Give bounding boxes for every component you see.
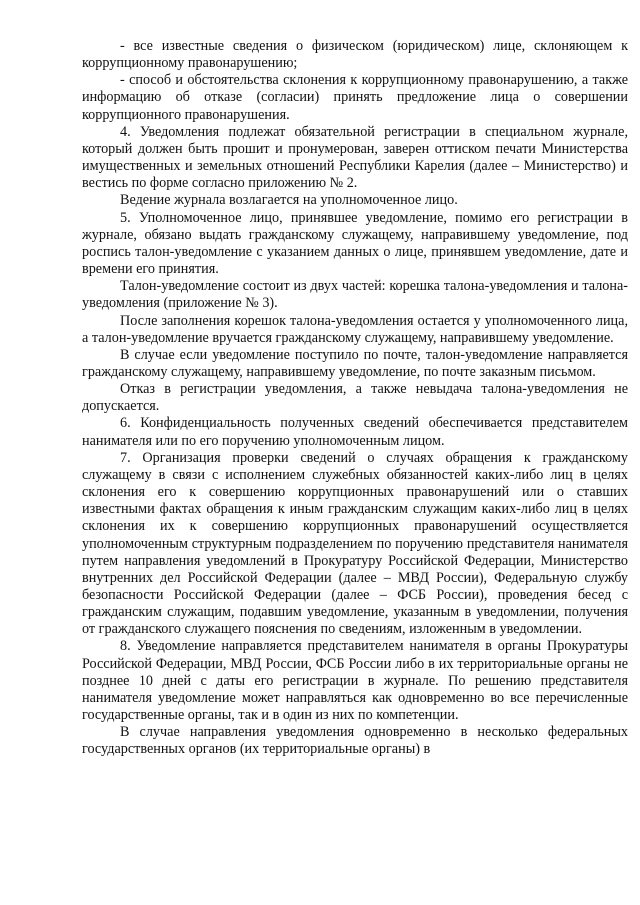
paragraph-item-5: 5. Уполномоченное лицо, принявшее уведомление, помимо его регистрации в журнале, обязано выдать гражданскому служащему, направившему уведомление, под роспись талон-уведомление с указанием данных о лице, принявшем уведомление, дате и времени его принятия. (82, 209, 628, 278)
document-page (82, 38, 628, 759)
paragraph-by-mail: В случае если уведомление поступило по почте, талон-уведомление направляется гражданскому служащему, направившему уведомление, по почте заказным письмом. (82, 346, 628, 380)
paragraph-item-6: 6. Конфиденциальность полученных сведений обеспечивается представителем нанимателя или по его поручению уполномоченным лицом. (82, 415, 628, 449)
paragraph-after-filling: После заполнения корешок талона-уведомления остается у уполномоченного лица, а талон-уведомление вручается гражданскому служащему, направившему уведомление. (82, 312, 628, 346)
paragraph-item-4: 4. Уведомления подлежат обязательной регистрации в специальном журнале, который должен быть прошит и пронумерован, заверен оттиском печати Министерства имущественных и земельных отношений Республики Карелия (далее – Министерство) и вестись по форме согласно приложению № 2. (82, 123, 628, 192)
paragraph-item-8: 8. Уведомление направляется представителем нанимателя в органы Прокуратуры Российской Федерации, МВД России, ФСБ России либо в их территориальные органы не позднее 10 дней с даты его регистрации в журнале. По решению представителя нанимателя уведомление может направляться как одновременно во все перечисленные государственные органы, так и в один из них по компетенции. (82, 638, 628, 724)
paragraph-multiple-bodies: В случае направления уведомления одновременно в несколько федеральных государственных органов (их территориальные органы) в (82, 724, 628, 758)
paragraph-journal-keeping: Ведение журнала возлагается на уполномоченное лицо. (120, 192, 458, 209)
paragraph-known-info: - все известные сведения о физическом (юридическом) лице, склоняющем к коррупционному правонарушению; (82, 38, 628, 72)
paragraph-item-7: 7. Организация проверки сведений о случаях обращения к гражданскому служащему в связи с исполнением служебных обязанностей каких-либо лиц в целях склонения его к совершению коррупционных правонарушений или о ставших известными фактах обращения к иным гражданским служащим каких-либо лиц в целях склонения их к совершению коррупционных правонарушений осуществляется уполномоченным структурным подразделением по поручению представителя нанимателя путем направления уведомлений в Прокуратуру Российской Федерации, Министерство внутренних дел Российской Федерации (далее – МВД России), Федеральную службу безопасности Российской Федерации (далее – ФСБ России), проведения бесед с гражданским служащим, подавшим уведомление, указанным в уведомлении, получения от гражданского служащего пояснения по сведениям, изложенным в уведомлении. (82, 449, 628, 638)
paragraph-talon-parts: Талон-уведомление состоит из двух частей: корешка талона-уведомления и талона-уведомления (приложение № 3). (82, 278, 628, 312)
paragraph-refusal: Отказ в регистрации уведомления, а также невыдача талона-уведомления не допускается. (82, 381, 628, 415)
paragraph-method: - способ и обстоятельства склонения к коррупционному правонарушению, а также информацию об отказе (согласии) принять предложение лица о совершении коррупционного правонарушения. (82, 72, 628, 123)
